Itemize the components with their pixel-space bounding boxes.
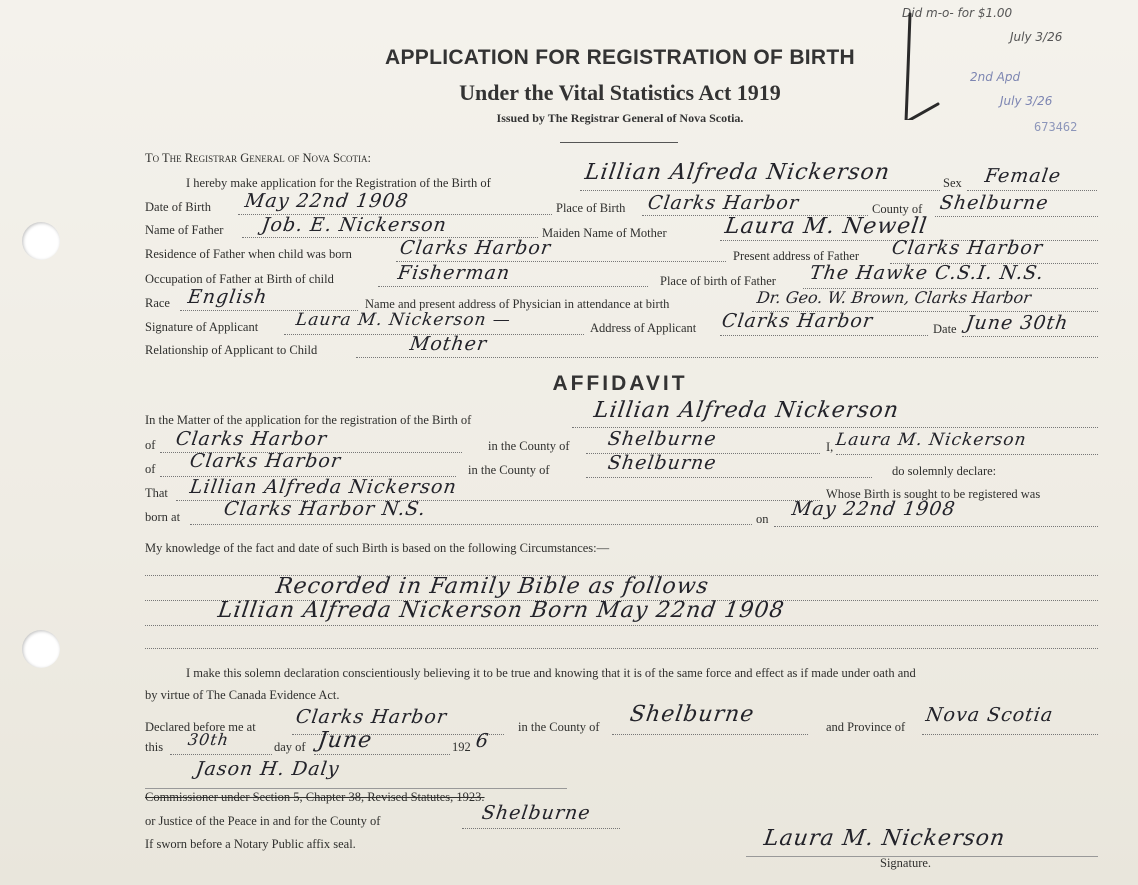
field-line bbox=[720, 335, 928, 336]
sex-label: Sex bbox=[943, 176, 962, 190]
province-field: Nova Scotia bbox=[924, 704, 1055, 726]
circumstance-line-2: Lillian Alfreda Nickerson Born May 22nd 1908 bbox=[216, 598, 787, 623]
that-child-field: Lillian Alfreda Nickerson bbox=[188, 476, 459, 498]
child-name-field: Lillian Alfreda Nickerson bbox=[583, 160, 892, 185]
relationship-label: Relationship of Applicant to Child bbox=[145, 343, 318, 357]
father-birthplace-field: The Hawke C.S.I. N.S. bbox=[808, 262, 1046, 284]
month-field: June bbox=[316, 728, 374, 753]
field-line bbox=[935, 216, 1098, 217]
year-prefix: 192 bbox=[452, 740, 471, 754]
field-line bbox=[378, 286, 648, 287]
field-line bbox=[836, 454, 1098, 455]
field-line bbox=[356, 357, 1098, 358]
born-at-label: born at bbox=[145, 510, 181, 524]
jp-label: or Justice of the Peace in and for the County of bbox=[145, 814, 381, 828]
father-residence-label: Residence of Father when child was born bbox=[145, 247, 352, 261]
i-label: I, bbox=[826, 440, 834, 454]
applicant-signature-field: Laura M. Nickerson — bbox=[294, 310, 513, 330]
issuer-line: Issued by The Registrar General of Nova Scotia. bbox=[496, 111, 744, 125]
header-divider bbox=[560, 142, 678, 143]
county-field: Shelburne bbox=[938, 192, 1051, 214]
this-label: this bbox=[145, 740, 164, 754]
on-label: on bbox=[756, 512, 769, 526]
field-line bbox=[314, 754, 450, 755]
registration-note: 2nd Apd bbox=[970, 70, 1021, 84]
declared-label: Declared before me at bbox=[145, 720, 256, 734]
physician-field: Dr. Geo. W. Brown, Clarks Harbor bbox=[755, 288, 1033, 307]
county-label: County of bbox=[872, 202, 923, 216]
declarant-field: Laura M. Nickerson bbox=[834, 430, 1028, 450]
field-line bbox=[145, 625, 1098, 626]
year-suffix-field: 6 bbox=[474, 730, 491, 752]
declarant-signature: Laura M. Nickerson bbox=[762, 826, 1007, 851]
serial-number: 673462 bbox=[1034, 120, 1078, 134]
race-field: English bbox=[186, 286, 269, 308]
field-line bbox=[170, 754, 272, 755]
matter-label: In the Matter of the application for the registration of the Birth of bbox=[145, 413, 472, 427]
declared-at-field: Clarks Harbor bbox=[294, 706, 449, 728]
notary-label: If sworn before a Notary Public affix seal. bbox=[145, 837, 356, 851]
field-line bbox=[612, 734, 808, 735]
affidavit-heading: AFFIDAVIT bbox=[552, 372, 688, 395]
father-birthplace-label: Place of birth of Father bbox=[660, 274, 776, 288]
of-place-field-2: Clarks Harbor bbox=[188, 450, 343, 472]
field-line bbox=[967, 190, 1097, 191]
father-field: Job. E. Nickerson bbox=[260, 214, 449, 236]
in-county-label-2: in the County of bbox=[468, 463, 550, 477]
signature-caption: Signature. bbox=[880, 856, 932, 870]
dob-label: Date of Birth bbox=[145, 200, 211, 214]
commissioner-signature: Jason H. Daly bbox=[194, 758, 341, 780]
declared-county-label: in the County of bbox=[518, 720, 600, 734]
mother-maiden-field: Laura M. Newell bbox=[723, 214, 929, 239]
form-subtitle: Under the Vital Statistics Act 1919 bbox=[459, 80, 781, 105]
race-label: Race bbox=[145, 296, 170, 310]
place-of-birth-label: Place of Birth bbox=[556, 201, 626, 215]
date-label: Date bbox=[933, 322, 957, 336]
date-field: June 30th bbox=[964, 312, 1070, 334]
day-field: 30th bbox=[186, 730, 231, 749]
province-label: and Province of bbox=[826, 720, 906, 734]
born-on-field: May 22nd 1908 bbox=[790, 498, 958, 520]
commissioner-label: Commissioner under Section 5, Chapter 38, Revised Statutes, 1923. bbox=[145, 790, 485, 804]
mother-maiden-label: Maiden Name of Mother bbox=[542, 226, 667, 240]
field-line bbox=[190, 524, 752, 525]
knowledge-label: My knowledge of the fact and date of such Birth is based on the following Circumstances:— bbox=[145, 541, 610, 555]
place-of-birth-field: Clarks Harbor bbox=[646, 192, 801, 214]
matter-child-field: Lillian Alfreda Nickerson bbox=[592, 398, 901, 423]
father-occupation-field: Fisherman bbox=[396, 262, 512, 284]
sex-field: Female bbox=[983, 165, 1063, 187]
punch-hole bbox=[22, 222, 60, 260]
day-of-label: day of bbox=[274, 740, 306, 754]
of-place-field: Clarks Harbor bbox=[174, 428, 329, 450]
field-line bbox=[145, 648, 1098, 649]
field-line bbox=[774, 526, 1098, 527]
father-present-label: Present address of Father bbox=[733, 249, 860, 263]
jp-county-field: Shelburne bbox=[480, 802, 593, 824]
signature-line bbox=[145, 788, 567, 789]
of-label: of bbox=[145, 438, 156, 452]
declare-label: do solemnly declare: bbox=[892, 464, 997, 478]
punch-hole bbox=[22, 630, 60, 668]
circumstance-line-1: Recorded in Family Bible as follows bbox=[274, 574, 711, 599]
field-line bbox=[586, 477, 872, 478]
field-line bbox=[962, 336, 1098, 337]
applicant-address-field: Clarks Harbor bbox=[720, 310, 875, 332]
whose-birth-label: Whose Birth is sought to be registered was bbox=[826, 487, 1041, 501]
salutation: To The Registrar General of Nova Scotia: bbox=[145, 151, 371, 165]
field-line bbox=[922, 734, 1098, 735]
dob-field: May 22nd 1908 bbox=[243, 190, 411, 212]
declared-county-field: Shelburne bbox=[628, 702, 757, 727]
in-county-label: in the County of bbox=[488, 439, 570, 453]
born-at-field: Clarks Harbor N.S. bbox=[222, 498, 428, 520]
form-title: APPLICATION FOR REGISTRATION OF BIRTH bbox=[385, 46, 855, 69]
signature-label: Signature of Applicant bbox=[145, 320, 259, 334]
applicant-address-label: Address of Applicant bbox=[590, 321, 697, 335]
that-label: That bbox=[145, 486, 168, 500]
solemn-declaration-line-2: by virtue of The Canada Evidence Act. bbox=[145, 688, 340, 702]
father-present-field: Clarks Harbor bbox=[890, 237, 1045, 259]
registration-note-date: July 3/26 bbox=[1000, 94, 1053, 108]
county-field-2: Shelburne bbox=[606, 452, 719, 474]
field-line bbox=[580, 190, 940, 191]
father-label: Name of Father bbox=[145, 223, 224, 237]
pencil-note: Did m-o- for $1.00 bbox=[902, 6, 1013, 20]
solemn-declaration-line-1: I make this solemn declaration conscientiously believing it to be true and knowing that it is of the same force and effect as if made under oath and bbox=[186, 666, 916, 680]
county-field-1: Shelburne bbox=[606, 428, 719, 450]
father-residence-field: Clarks Harbor bbox=[398, 237, 553, 259]
physician-label: Name and present address of Physician in attendance at birth bbox=[365, 297, 670, 311]
pencil-note-date: July 3/26 bbox=[1010, 30, 1063, 44]
father-occupation-label: Occupation of Father at Birth of child bbox=[145, 272, 334, 286]
of-label-2: of bbox=[145, 462, 156, 476]
relationship-field: Mother bbox=[408, 333, 489, 355]
intro-label: I hereby make application for the Registration of the Birth of bbox=[186, 176, 491, 190]
field-line bbox=[462, 828, 620, 829]
